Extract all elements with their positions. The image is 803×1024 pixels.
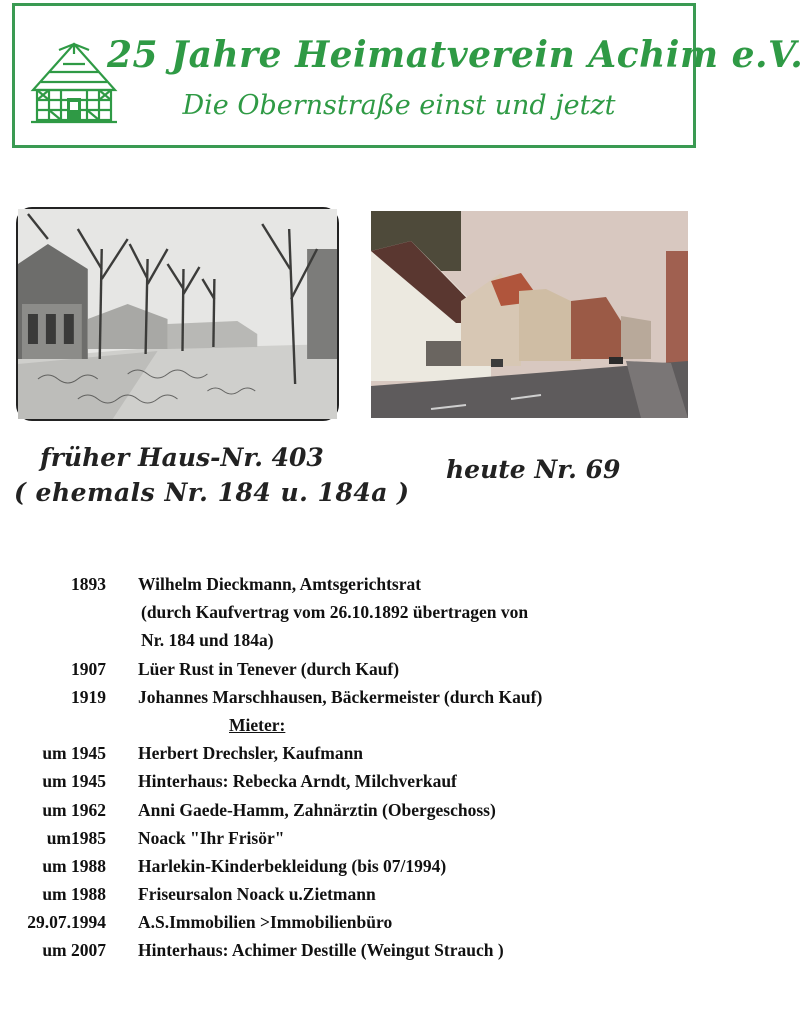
history-year: um1985 xyxy=(46,827,106,848)
history-row xyxy=(0,715,711,743)
history-text: A.S.Immobilien >Immobilienbüro xyxy=(138,912,393,933)
history-row xyxy=(0,602,711,630)
caption-current-number: heute Nr. 69 xyxy=(446,455,621,484)
header-frame xyxy=(12,3,803,148)
new-street-photo xyxy=(371,211,688,418)
tenants-heading: Mieter: xyxy=(229,714,286,735)
history-text: Lüer Rust in Tenever (durch Kauf) xyxy=(138,658,400,679)
history-year: 1919 xyxy=(71,686,106,707)
history-year: 1907 xyxy=(71,658,106,679)
history-text: Hinterhaus: Rebecka Arndt, Milchverkauf xyxy=(138,771,457,792)
history-row xyxy=(0,884,711,912)
history-text: Herbert Drechsler, Kaufmann xyxy=(138,743,364,764)
history-year: um 1988 xyxy=(42,884,106,905)
history-text: Noack "Ihr Frisör" xyxy=(138,827,285,848)
history-year: um 1945 xyxy=(42,771,106,792)
history-row xyxy=(0,856,711,884)
history-list xyxy=(0,574,711,969)
caption-former-number: früher Haus-Nr. 403 xyxy=(40,443,324,472)
history-text: (durch Kaufvertrag vom 26.10.1892 übertragen von xyxy=(141,602,529,623)
history-row xyxy=(0,771,711,799)
history-row xyxy=(0,630,711,658)
history-year: 29.07.1994 xyxy=(27,912,106,933)
history-row xyxy=(0,828,711,856)
caption-previous-numbers: ( ehemals Nr. 184 u. 184a ) xyxy=(14,478,410,507)
page-title: 25 Jahre Heimatverein Achim e.V. xyxy=(107,34,803,76)
history-text: Nr. 184 und 184a) xyxy=(141,630,274,651)
old-street-photo xyxy=(16,207,339,421)
timber-house-icon xyxy=(29,40,119,126)
history-text: Hinterhaus: Achimer Destille (Weingut Strauch ) xyxy=(138,940,504,961)
history-text: Anni Gaede-Hamm, Zahnärztin (Obergeschoss) xyxy=(138,799,496,820)
history-row xyxy=(0,743,711,771)
history-text: Friseursalon Noack u.Zietmann xyxy=(138,884,376,905)
history-text: Johannes Marschhausen, Bäckermeister (durch Kauf) xyxy=(138,686,543,707)
history-row xyxy=(0,687,711,715)
history-row xyxy=(0,574,711,602)
history-year: 1893 xyxy=(71,574,106,594)
history-row xyxy=(0,940,711,968)
page-subtitle: Die Obernstraße einst und jetzt xyxy=(182,90,616,121)
history-row xyxy=(0,800,711,828)
history-year: um 1988 xyxy=(42,855,106,876)
history-row xyxy=(0,659,711,687)
history-row xyxy=(0,912,711,940)
history-text: Harlekin-Kinderbekleidung (bis 07/1994) xyxy=(138,855,447,876)
history-year: um 2007 xyxy=(42,940,106,961)
history-year: um 1962 xyxy=(42,799,106,820)
history-year: um 1945 xyxy=(42,743,106,764)
history-text: Wilhelm Dieckmann, Amtsgerichtsrat xyxy=(138,574,422,594)
